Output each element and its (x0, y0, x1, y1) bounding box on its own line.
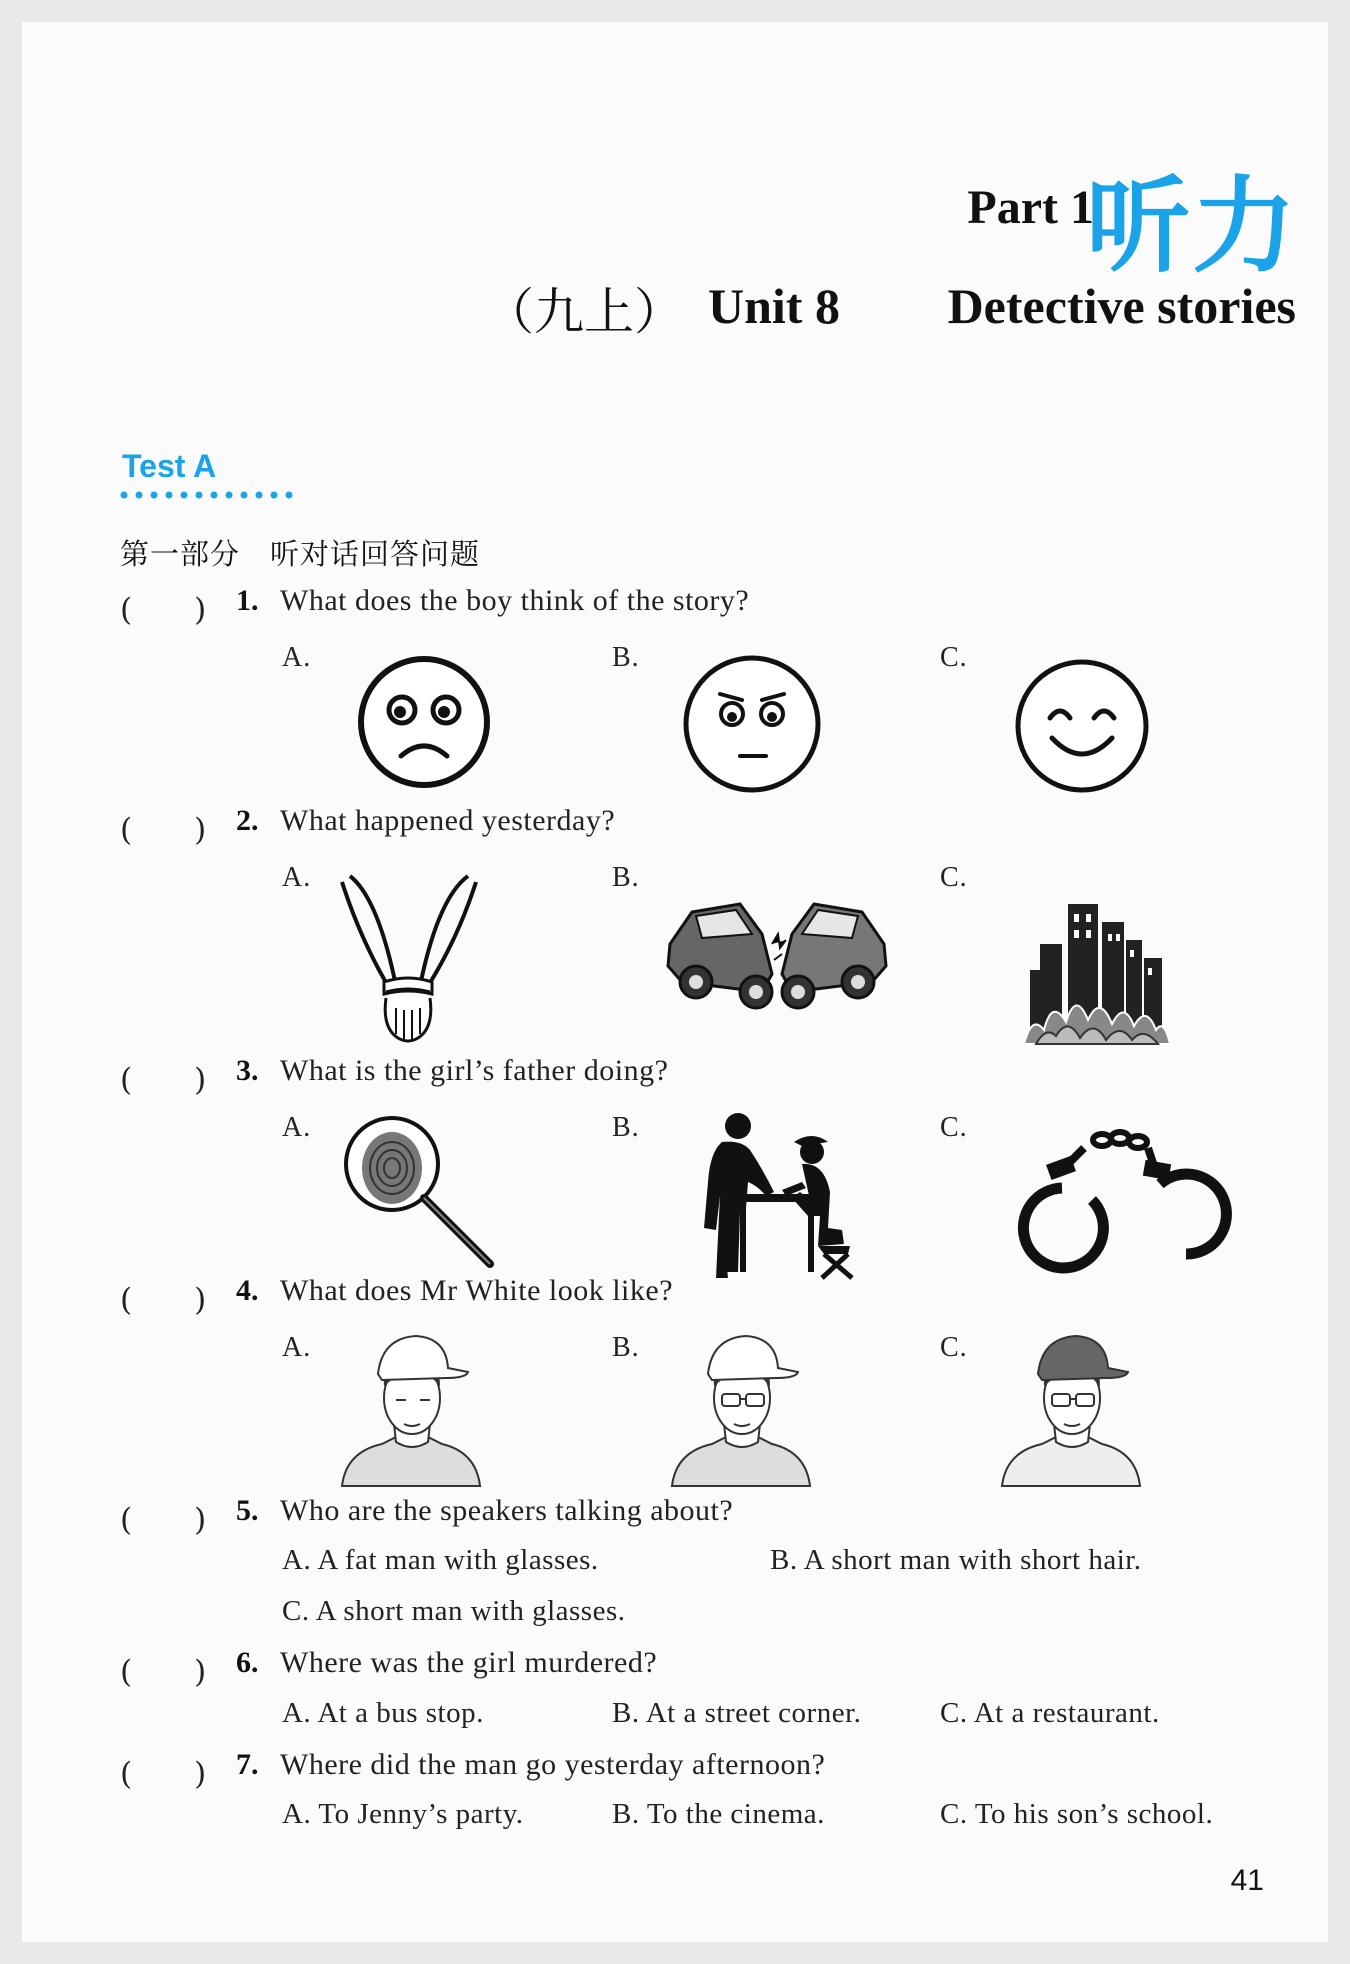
workbook-page (22, 22, 1328, 1942)
tied-hands-icon (338, 868, 478, 1048)
option-label: C. (940, 1112, 968, 1143)
page-number: 41 (1230, 1864, 1264, 1897)
option-label: A. (282, 862, 312, 893)
sad-face-icon (354, 652, 494, 792)
answer-blank[interactable]: ( ) (120, 1502, 207, 1538)
burning-buildings-icon (1022, 894, 1172, 1054)
question-number: 3. (236, 1054, 259, 1087)
man-white-cap-icon (338, 1328, 488, 1488)
option-a: A. To Jenny’s party. (282, 1798, 524, 1830)
unit-topic: Detective stories (947, 278, 1296, 334)
option-label: A. (282, 1332, 312, 1363)
part-label: Part 1 (967, 181, 1094, 234)
option-label: B. (612, 862, 640, 893)
answer-blank[interactable]: ( ) (120, 1654, 207, 1690)
question-text: Who are the speakers talking about? (280, 1494, 734, 1527)
test-label: Test A (122, 448, 217, 484)
option-label: B. (612, 1112, 640, 1143)
answer-blank[interactable]: ( ) (120, 592, 207, 628)
option-label: C. (940, 642, 968, 673)
unit-label: Unit 8 (708, 278, 840, 334)
answer-blank[interactable]: ( ) (120, 1282, 207, 1318)
option-label: C. (940, 1332, 968, 1363)
question-number: 7. (236, 1748, 259, 1781)
handcuffs-icon (1018, 1126, 1208, 1286)
option-c: C. At a restaurant. (940, 1697, 1160, 1729)
question-text: Where did the man go yesterday afternoon? (280, 1748, 826, 1781)
answer-blank[interactable]: ( ) (120, 812, 207, 848)
question-number: 1. (236, 584, 259, 617)
option-a: A. At a bus stop. (282, 1697, 484, 1729)
option-label: A. (282, 1112, 312, 1143)
option-b: B. At a street corner. (612, 1697, 862, 1729)
car-crash-icon (662, 874, 892, 1024)
man-white-cap-glasses-icon (668, 1328, 818, 1488)
frowning-face-icon (680, 652, 824, 796)
question-number: 5. (236, 1494, 259, 1527)
answer-blank[interactable]: ( ) (120, 1756, 207, 1792)
option-label: B. (612, 642, 640, 673)
interview-table-icon (662, 1112, 862, 1282)
grade-label: （九上） (484, 283, 684, 341)
option-a: A. A fat man with glasses. (282, 1544, 599, 1576)
question-text: Where was the girl murdered? (280, 1646, 658, 1679)
answer-blank[interactable]: ( ) (120, 1062, 207, 1098)
question-number: 4. (236, 1274, 259, 1307)
option-b: B. To the cinema. (612, 1798, 825, 1830)
option-label: B. (612, 1332, 640, 1363)
question-number: 2. (236, 804, 259, 837)
question-number: 6. (236, 1646, 259, 1679)
option-label: C. (940, 862, 968, 893)
option-b: B. A short man with short hair. (770, 1544, 1142, 1576)
option-label: A. (282, 642, 312, 673)
section-title: 第一部分 听对话回答问题 (120, 537, 481, 571)
smiling-face-icon (1012, 656, 1152, 796)
question-text: What is the girl’s father doing? (280, 1054, 669, 1087)
dotted-underline (120, 490, 300, 500)
option-c: C. To his son’s school. (940, 1798, 1214, 1830)
listening-title: 听力 (1085, 165, 1298, 287)
question-text: What happened yesterday? (280, 804, 616, 837)
question-text: What does Mr White look like? (280, 1274, 674, 1307)
option-c: C. A short man with glasses. (282, 1595, 626, 1627)
fingerprint-magnifier-icon (340, 1112, 500, 1272)
question-text: What does the boy think of the story? (280, 584, 750, 617)
man-dark-cap-glasses-icon (998, 1328, 1148, 1488)
